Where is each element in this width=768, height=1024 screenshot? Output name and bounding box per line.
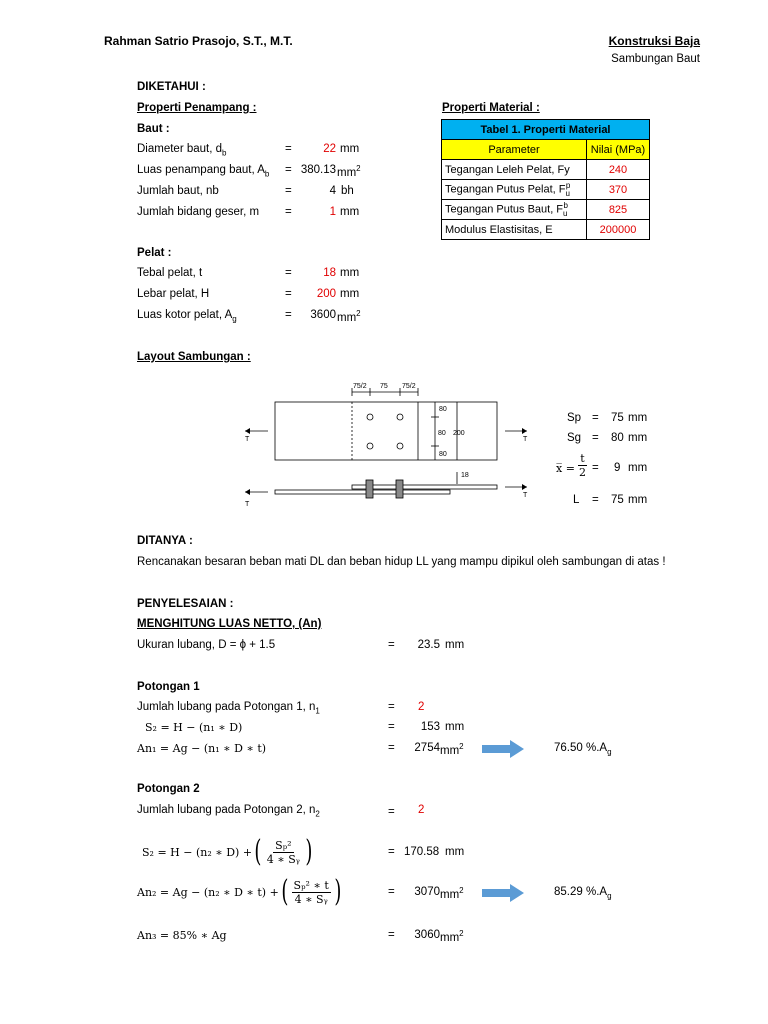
param-value: 9 xyxy=(614,462,621,474)
dim-label: 80 xyxy=(438,430,446,437)
prop-unit: mm xyxy=(340,143,360,155)
prop-unit: $mm^2$ xyxy=(337,309,361,324)
dim-label: 80 xyxy=(439,406,447,413)
prop-label: Jumlah baut, nb xyxy=(137,185,219,197)
doc-subtitle: Sambungan Baut xyxy=(611,53,700,65)
prop-value: 380.13 xyxy=(300,164,336,176)
prop-label: Diameter baut, $d_b$ xyxy=(137,143,227,158)
param-unit: mm xyxy=(628,412,648,424)
table-row xyxy=(442,180,650,200)
param-label: Sp xyxy=(567,412,582,424)
table-row xyxy=(442,160,650,180)
eq-sign: = xyxy=(592,494,599,506)
eq-sign: = xyxy=(388,639,395,651)
prop-label: Tebal pelat, t xyxy=(137,267,203,279)
eq-sign: = xyxy=(388,701,395,713)
an3-unit: $mm^2$ xyxy=(440,929,464,944)
cut2-an-unit: $mm^2$ xyxy=(440,886,464,901)
prop-label: Jumlah bidang geser, m xyxy=(137,206,260,218)
cut1-s-value: 153 xyxy=(420,721,440,733)
plate-heading: Pelat : xyxy=(137,247,172,259)
param-label: Tegangan Putus Pelat, $F_u^p$ xyxy=(442,180,587,200)
cut1-an-unit: $mm^2$ xyxy=(440,742,464,757)
cut1-n-label: Jumlah lubang pada Potongan 1, $n_1$ xyxy=(137,701,320,716)
prop-label: Luas kotor pelat, $A_g$ xyxy=(137,309,237,324)
force-label: T xyxy=(245,436,250,443)
dim-label: 200 xyxy=(453,430,465,437)
prop-value: 22 xyxy=(323,143,336,155)
dim-label: 18 xyxy=(461,472,469,479)
param-value: 825 xyxy=(587,200,650,220)
eq-sign: = xyxy=(388,721,395,733)
solution-heading: PENYELESAIAN : xyxy=(137,598,234,610)
cut2-heading: Potongan 2 xyxy=(137,783,200,795)
force-label: T xyxy=(523,492,528,499)
material-heading: Properti Material : xyxy=(442,102,540,114)
param-label: Sg xyxy=(567,432,582,444)
dim-label: 75 xyxy=(380,383,388,390)
col-header-param: Parameter xyxy=(442,140,587,160)
asked-text: Rencanakan besaran beban mati DL dan beban hidup LL yang mampu dipikul oleh sambungan di atas ! xyxy=(137,556,666,568)
bolt-heading: Baut : xyxy=(137,123,170,135)
dim-label: 75/2 xyxy=(353,383,367,390)
connection-diagram xyxy=(235,380,540,515)
eq-sign: = xyxy=(285,309,292,321)
eq-sign: = xyxy=(285,143,292,155)
cut1-an-value: 2754 xyxy=(414,742,440,754)
prop-value: 4 xyxy=(329,185,336,197)
eq-sign: = xyxy=(285,164,292,176)
cut2-s-value: 170.58 xyxy=(404,846,440,858)
dim-label: 80 xyxy=(439,451,447,458)
cut1-pct: 76.50 $\%.A_g$ xyxy=(554,742,612,757)
param-value: 370 xyxy=(587,180,650,200)
arrow-right-icon xyxy=(482,883,524,903)
param-unit: mm xyxy=(628,432,648,444)
cut2-n-label: Jumlah lubang pada Potongan 2, $n_2$ xyxy=(137,804,320,819)
an3-formula: An₃ = 85% ∗ Ag xyxy=(137,929,227,942)
dim-label: 75/2 xyxy=(402,383,416,390)
eq-sign: = xyxy=(285,288,292,300)
param-value: 80 xyxy=(611,432,624,444)
param-label: Modulus Elastisitas, E xyxy=(442,220,587,240)
param-unit: mm xyxy=(628,462,648,474)
param-fraction: $\frac{t}{2}$ xyxy=(579,452,586,479)
eq-sign: = xyxy=(592,462,599,474)
cut1-s-unit: mm xyxy=(445,721,465,733)
eq-sign: = xyxy=(388,806,395,818)
cut1-s-formula: S₂ = H − (n₁ ∗ D) xyxy=(145,721,243,734)
eq-sign: = xyxy=(388,846,395,858)
prop-unit: $mm^2$ xyxy=(337,164,361,179)
eq-sign: = xyxy=(285,267,292,279)
eq-sign: = xyxy=(388,742,395,754)
param-value: 240 xyxy=(587,160,650,180)
table-row xyxy=(442,200,650,220)
force-label: T xyxy=(245,501,250,508)
param-label: L xyxy=(573,494,580,506)
an3-value: 3060 xyxy=(414,929,440,941)
solution-subheading: MENGHITUNG LUAS NETTO, (An) xyxy=(137,618,322,630)
eq-sign: = xyxy=(592,412,599,424)
cut2-n-value: 2 xyxy=(418,804,425,816)
asked-heading: DITANYA : xyxy=(137,535,193,547)
layout-heading: Layout Sambungan : xyxy=(137,351,251,363)
param-label: Tegangan Leleh Pelat, Fy xyxy=(442,160,587,180)
cut1-n-value: 2 xyxy=(418,701,425,713)
cut1-an-formula: An₁ = Ag − (n₁ ∗ D ∗ t) xyxy=(137,742,267,755)
cut2-s-unit: mm xyxy=(445,846,465,858)
table-row xyxy=(442,220,650,240)
col-header-value: Nilai (MPa) xyxy=(587,140,650,160)
eq-sign: = xyxy=(388,886,395,898)
prop-label: Lebar pelat, H xyxy=(137,288,210,300)
cut1-heading: Potongan 1 xyxy=(137,681,200,693)
eq-sign: = xyxy=(285,206,292,218)
cut2-an-formula: An₂ = Ag − (n₂ ∗ D ∗ t) + ( $\frac{\text{Sₚ² ∗ t}}{\text{4 ∗ Sᵧ}}$ ) xyxy=(137,874,342,909)
section-property: Properti Penampang : xyxy=(137,102,257,114)
doc-title: Konstruksi Baja xyxy=(608,34,700,48)
prop-value: 3600 xyxy=(310,309,336,321)
prop-unit: bh xyxy=(341,185,354,197)
hole-unit: mm xyxy=(445,639,465,651)
cut2-pct: 85.29 $\%.A_g$ xyxy=(554,886,612,901)
prop-value: 200 xyxy=(316,288,336,300)
prop-unit: mm xyxy=(340,288,360,300)
cut2-s-formula: S₂ = H − (n₂ ∗ D) + ( $\frac{\text{Sₚ²}}{\text{4 ∗ Sᵧ}}$ ) xyxy=(142,834,313,869)
eq-sign: = xyxy=(592,432,599,444)
param-value: 75 xyxy=(611,494,624,506)
eq-sign: = xyxy=(388,929,395,941)
param-value: 200000 xyxy=(587,220,650,240)
prop-value: 1 xyxy=(329,206,336,218)
force-label: T xyxy=(523,436,528,443)
prop-unit: mm xyxy=(340,206,360,218)
table-title: Tabel 1. Properti Material xyxy=(442,120,650,140)
param-unit: mm xyxy=(628,494,648,506)
prop-value: 18 xyxy=(323,267,336,279)
hole-label: Ukuran lubang, D = ϕ + 1.5 xyxy=(137,639,276,651)
eq-sign: = xyxy=(285,185,292,197)
author-name: Rahman Satrio Prasojo, S.T., M.T. xyxy=(104,34,293,48)
param-value: 75 xyxy=(611,412,624,424)
arrow-right-icon xyxy=(482,739,524,759)
prop-unit: mm xyxy=(340,267,360,279)
hole-value: 23.5 xyxy=(417,639,440,651)
known-heading: DIKETAHUI : xyxy=(137,81,206,93)
material-table xyxy=(441,119,650,240)
param-label: Tegangan Putus Baut, $F_u^b$ xyxy=(442,200,587,220)
cut2-an-value: 3070 xyxy=(414,886,440,898)
prop-label: Luas penampang baut, $A_b$ xyxy=(137,164,270,179)
param-label: x̅ = xyxy=(556,462,575,475)
